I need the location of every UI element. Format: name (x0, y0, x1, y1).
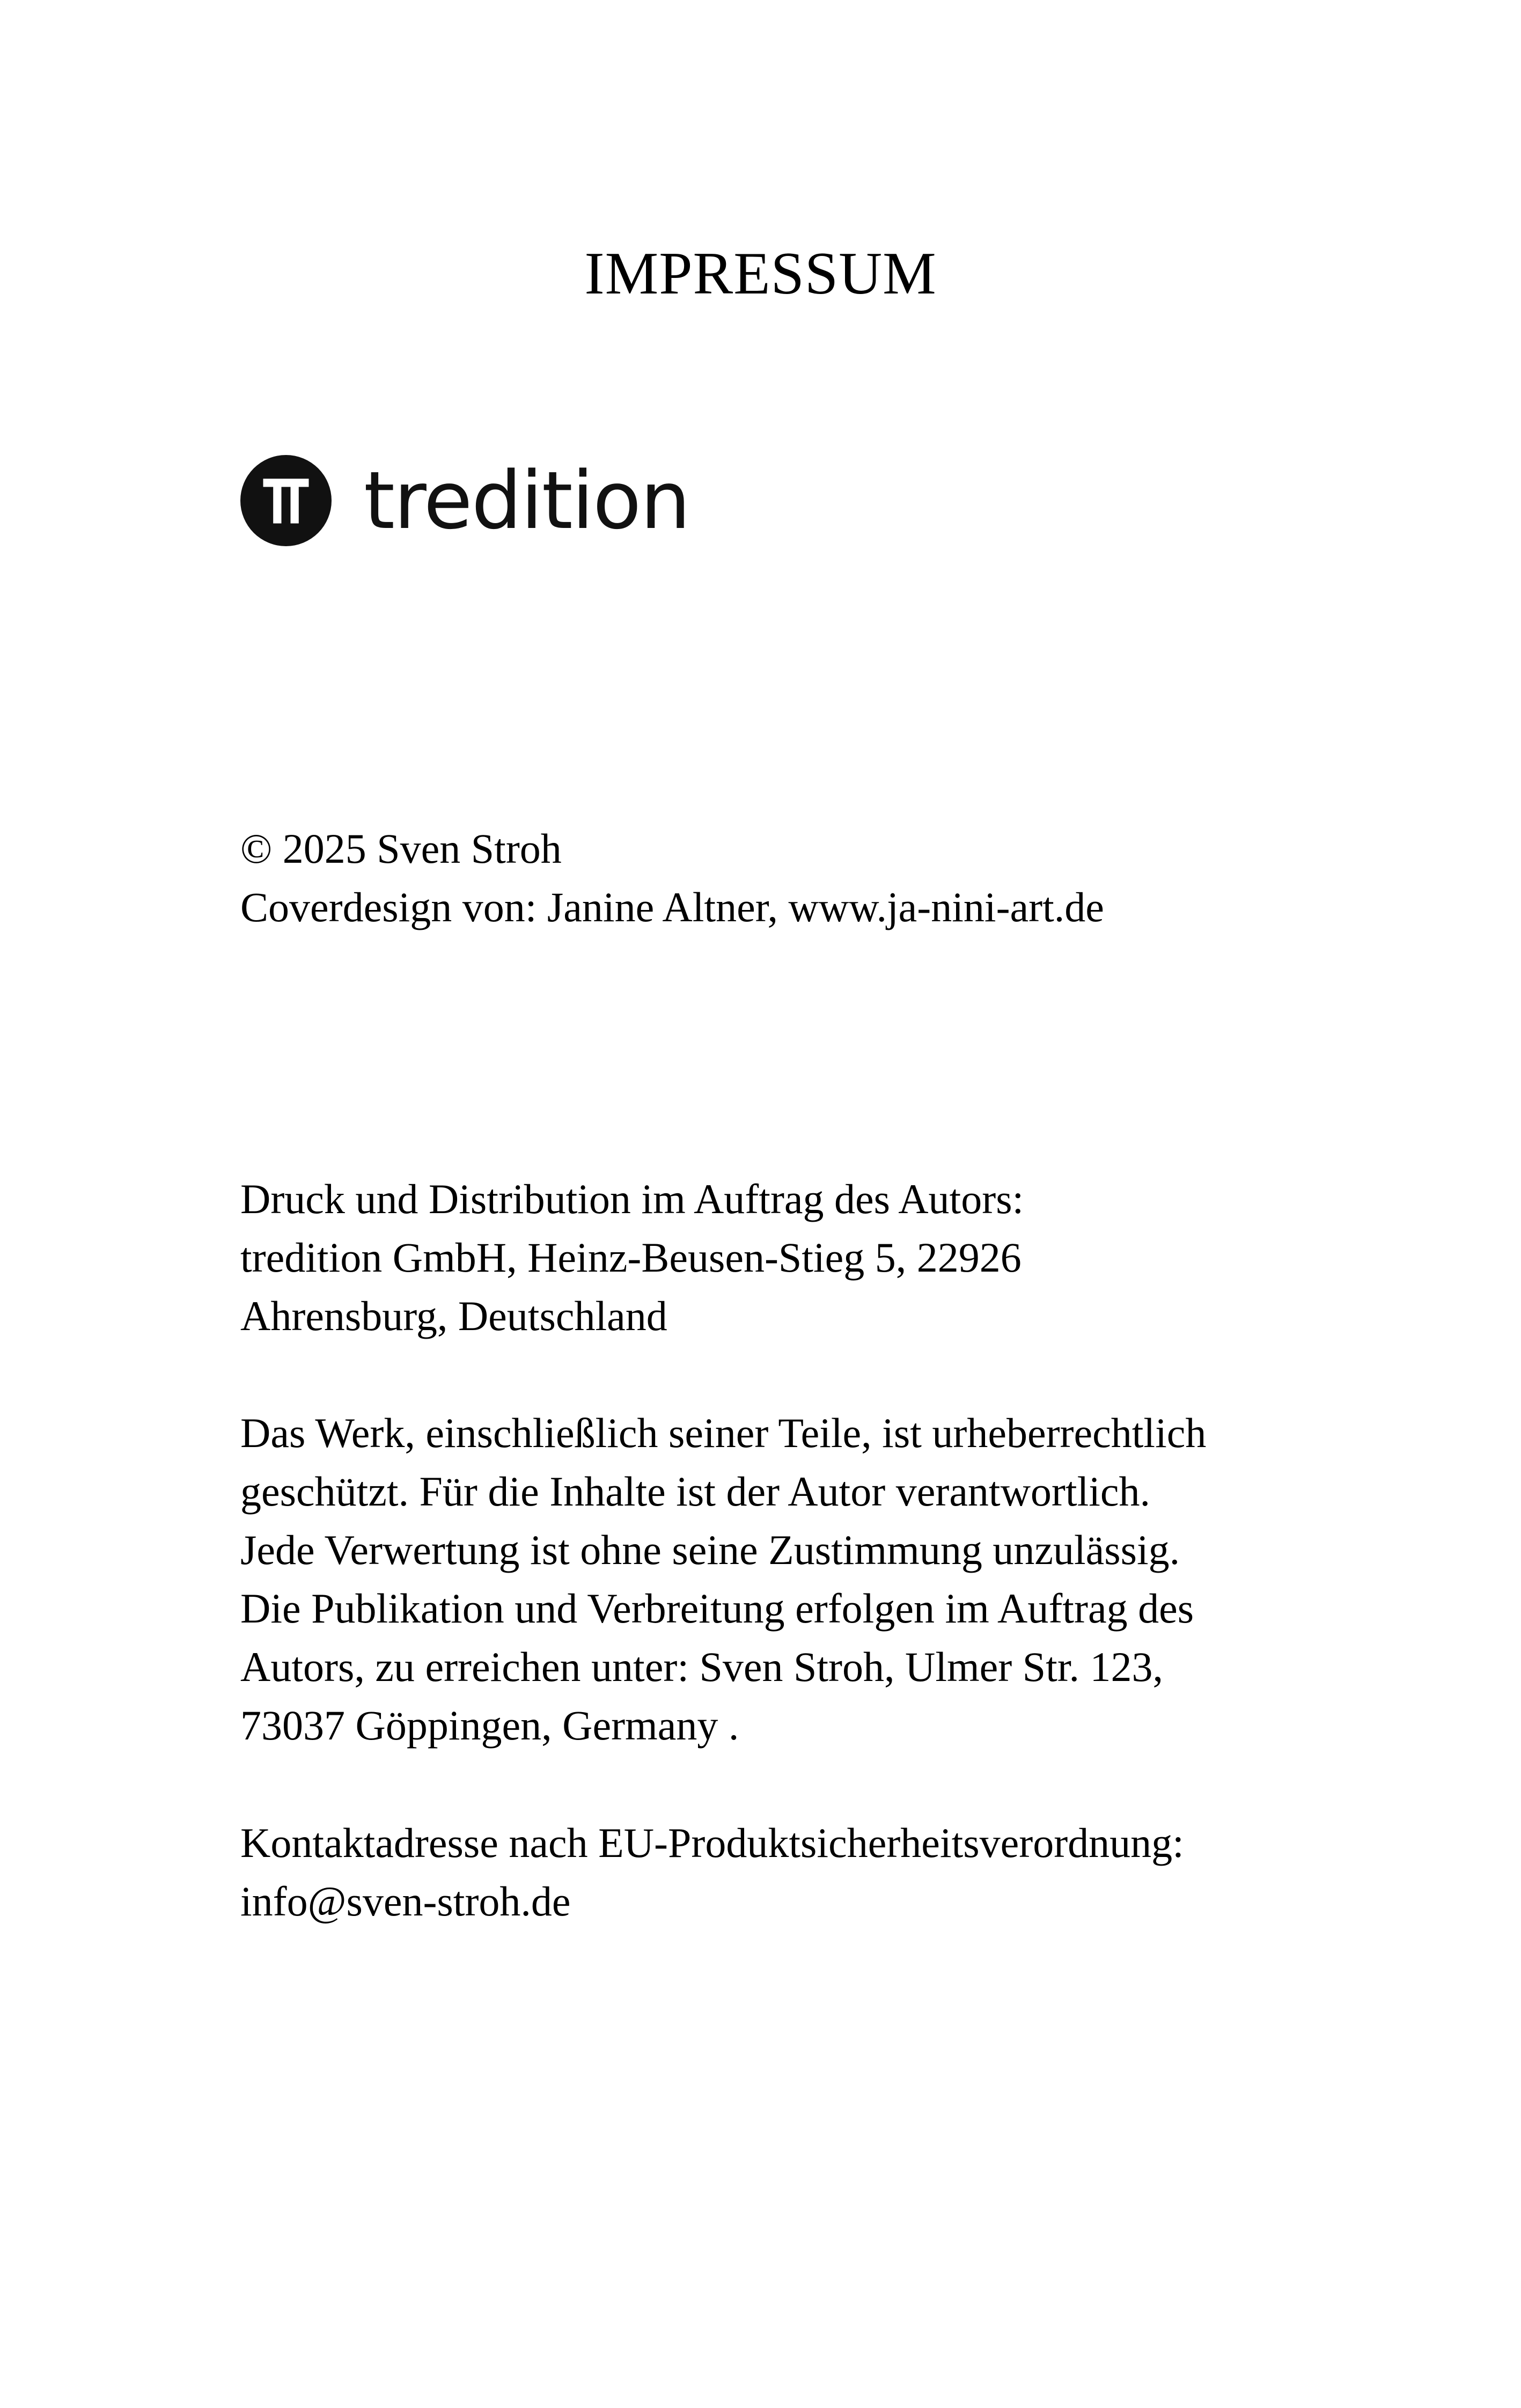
copyright-notice-block (240, 1404, 1313, 1754)
tredition-wordmark: tredition (364, 454, 690, 547)
publisher-logo (240, 453, 689, 547)
text-line: Druck und Distribution im Auftrag des Autors: (240, 1176, 1024, 1222)
text-line: Das Werk, einschließlich seiner Teile, ist urheberrechtlich (240, 1409, 1207, 1456)
text-line: Jede Verwertung ist ohne seine Zustimmung unzulässig. (240, 1526, 1180, 1573)
copyright-block (240, 819, 1313, 936)
printing-distribution-block (240, 1170, 1313, 1345)
text-line: Ahrensburg, Deutschland (240, 1293, 667, 1339)
text-line: Autors, zu erreichen unter: Sven Stroh, Ulmer Str. 123, (240, 1643, 1163, 1690)
contact-heading: Kontaktadresse nach EU-Produktsicherheitsverordnung: (240, 1819, 1184, 1866)
copyright-line: © 2025 Sven Stroh (240, 825, 562, 872)
text-line: Die Publikation und Verbreitung erfolgen im Auftrag des (240, 1585, 1194, 1632)
text-line: tredition GmbH, Heinz-Beusen-Stieg 5, 22926 (240, 1234, 1022, 1281)
cover-design-line: Coverdesign von: Janine Altner, www.ja-nini-art.de (240, 884, 1104, 930)
tredition-logo-icon (240, 455, 332, 546)
contact-email: info@sven-stroh.de (240, 1878, 571, 1925)
contact-block (240, 1814, 1313, 1930)
text-line: 73037 Göppingen, Germany . (240, 1702, 739, 1749)
text-line: geschützt. Für die Inhalte ist der Autor verantwortlich. (240, 1468, 1151, 1515)
page-title: IMPRESSUM (584, 240, 937, 307)
